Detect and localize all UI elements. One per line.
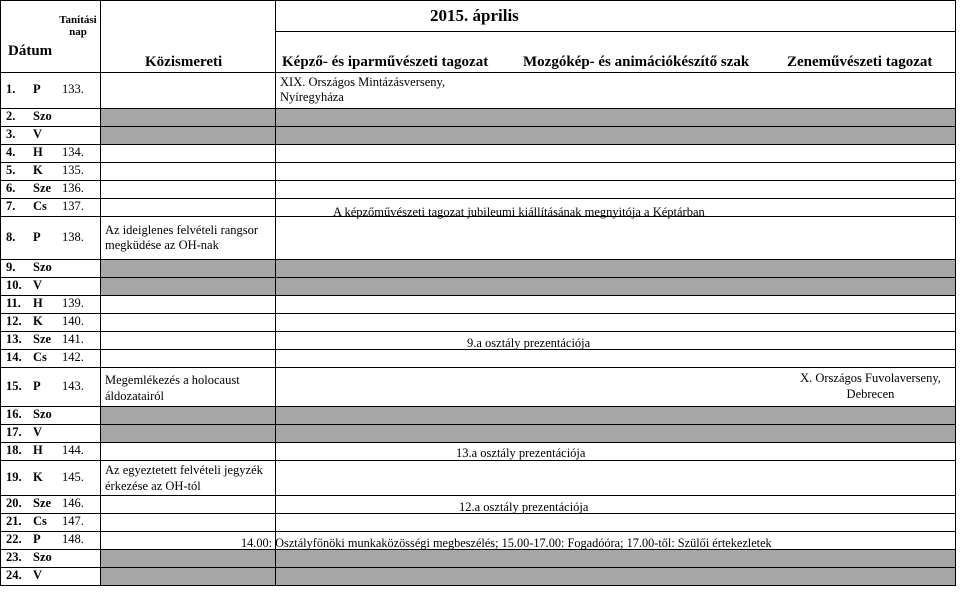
row-divider — [0, 198, 956, 199]
row-date-number: 10. — [6, 278, 22, 292]
weekend-shade — [100, 424, 955, 442]
weekend-shade — [100, 567, 955, 585]
weekend-shade — [100, 108, 955, 126]
row-date-number: 17. — [6, 425, 22, 439]
row-divider — [0, 259, 956, 260]
row-divider — [0, 531, 956, 532]
row-divider — [0, 442, 956, 443]
row-weekday: P — [33, 378, 41, 393]
row-divider — [0, 72, 956, 73]
row-date-number: 8. — [6, 229, 16, 244]
event-unified-line2: érkezése az OH-tól — [105, 479, 201, 493]
date-column-border — [100, 0, 101, 586]
row-weekday: H — [33, 443, 43, 457]
row-date-number: 15. — [6, 378, 22, 393]
weekend-shade — [100, 259, 955, 277]
row-weekday: K — [33, 314, 43, 328]
row-date-number: 20. — [6, 496, 22, 510]
header-teaching-day: Tanítási nap — [59, 14, 97, 38]
header-date: Dátum — [8, 43, 53, 59]
row-weekday: V — [33, 127, 43, 141]
row-teaching-day: 139. — [62, 296, 84, 310]
row-weekday: Cs — [33, 514, 47, 528]
row-weekday: Szo — [33, 550, 52, 564]
event-meeting: 14.00: Osztályfőnöki munkaközösségi megbeszélés; 15.00-17.00: Fogadóóra; 17.00-től: Szülői értekezletek — [241, 536, 772, 550]
row-teaching-day: 143. — [62, 378, 84, 393]
row-divider — [0, 585, 956, 586]
row-teaching-day: 136. — [62, 181, 84, 195]
row-weekday: P — [33, 82, 41, 96]
row-weekday: H — [33, 145, 43, 159]
row-date-number: 16. — [6, 407, 22, 421]
weekend-shade — [100, 126, 955, 144]
header-animation: Mozgókép- és animációkészítő szak — [523, 54, 750, 70]
event-class13: 13.a osztály prezentációja — [456, 446, 586, 460]
row-teaching-day: 145. — [62, 469, 84, 484]
row-weekday: Cs — [33, 350, 47, 364]
row-date-number: 11. — [6, 296, 21, 310]
row-teaching-day: 144. — [62, 443, 84, 457]
row-date-number: 6. — [6, 181, 16, 195]
row-teaching-day: 135. — [62, 163, 84, 177]
header-general: Közismereti — [145, 54, 223, 70]
row-teaching-day: 134. — [62, 145, 84, 159]
row-weekday: K — [33, 469, 43, 484]
row-weekday: Szo — [33, 407, 52, 421]
row-teaching-day: 146. — [62, 496, 84, 510]
header-music: Zeneművészeti tagozat — [787, 54, 933, 70]
row-weekday: Sze — [33, 496, 52, 510]
row-teaching-day: 148. — [62, 532, 84, 546]
row-date-number: 1. — [6, 82, 16, 96]
row-weekday: Sze — [33, 332, 52, 346]
row-date-number: 14. — [6, 350, 22, 364]
table-right-border — [955, 0, 956, 586]
row-teaching-day: 137. — [62, 199, 84, 213]
row-divider — [0, 367, 956, 368]
event-exhibition: A képzőművészeti tagozat jubileumi kiállításának megnyitója a Képtárban — [333, 205, 705, 219]
row-weekday: Cs — [33, 199, 47, 213]
row-weekday: V — [33, 425, 43, 439]
row-teaching-day: 140. — [62, 314, 84, 328]
row-weekday: Szo — [33, 109, 52, 123]
page-title: 2015. április — [430, 6, 519, 25]
row-date-number: 19. — [6, 469, 22, 484]
row-divider — [0, 277, 956, 278]
row-weekday: V — [33, 568, 43, 582]
row-date-number: 23. — [6, 550, 22, 564]
row-divider — [0, 162, 956, 163]
event-flute-line2: Debrecen — [846, 387, 895, 401]
row-date-number: 2. — [6, 109, 16, 123]
row-divider — [0, 495, 956, 496]
row-weekday: H — [33, 296, 43, 310]
row-divider — [0, 295, 956, 296]
row-date-number: 4. — [6, 145, 16, 159]
row-date-number: 3. — [6, 127, 16, 141]
row-divider — [0, 144, 956, 145]
row-divider — [0, 180, 956, 181]
header-fine-arts: Képző- és iparművészeti tagozat — [282, 54, 489, 70]
event-competition-line1: XIX. Országos Mintázásverseny, — [280, 75, 446, 89]
weekend-shade — [100, 406, 955, 424]
event-ranking-line2: megküdése az OH-nak — [105, 238, 219, 252]
row-teaching-day: 133. — [62, 82, 84, 96]
row-weekday: K — [33, 163, 43, 177]
event-flute-line1: X. Országos Fuvolaverseny, — [800, 371, 941, 385]
row-weekday: V — [33, 278, 43, 292]
row-date-number: 13. — [6, 332, 22, 346]
event-competition-line2: Nyíregyháza — [280, 90, 344, 104]
row-weekday: P — [33, 229, 41, 244]
row-date-number: 22. — [6, 532, 22, 546]
table-top-border — [0, 0, 956, 1]
event-class9: 9.a osztály prezentációja — [467, 336, 591, 350]
title-divider — [275, 31, 955, 32]
row-teaching-day: 147. — [62, 514, 84, 528]
row-date-number: 21. — [6, 514, 22, 528]
row-divider — [0, 108, 956, 109]
row-date-number: 9. — [6, 260, 16, 274]
row-date-number: 12. — [6, 314, 22, 328]
event-ranking-line1: Az ideiglenes felvételi rangsor — [105, 223, 259, 237]
row-weekday: Szo — [33, 260, 52, 274]
weekend-shade — [100, 549, 955, 567]
event-unified-line1: Az egyeztetett felvételi jegyzék — [105, 463, 263, 477]
row-divider — [0, 331, 956, 332]
row-date-number: 24. — [6, 568, 22, 582]
event-holocaust-line1: Megemlékezés a holocaust — [105, 373, 240, 387]
row-divider — [0, 126, 956, 127]
row-date-number: 5. — [6, 163, 16, 177]
row-teaching-day: 142. — [62, 350, 84, 364]
row-date-number: 18. — [6, 443, 22, 457]
event-holocaust-line2: áldozatairól — [105, 389, 164, 403]
row-divider — [0, 313, 956, 314]
row-weekday: Sze — [33, 181, 52, 195]
general-column-border — [275, 0, 276, 586]
table-left-border — [0, 0, 1, 586]
row-weekday: P — [33, 532, 41, 546]
row-teaching-day: 138. — [62, 229, 84, 244]
weekend-shade — [100, 277, 955, 295]
row-divider — [0, 567, 956, 568]
event-class12: 12.a osztály prezentációja — [459, 500, 589, 514]
row-date-number: 7. — [6, 199, 16, 213]
row-divider — [0, 406, 956, 407]
row-divider — [0, 424, 956, 425]
row-teaching-day: 141. — [62, 332, 84, 346]
